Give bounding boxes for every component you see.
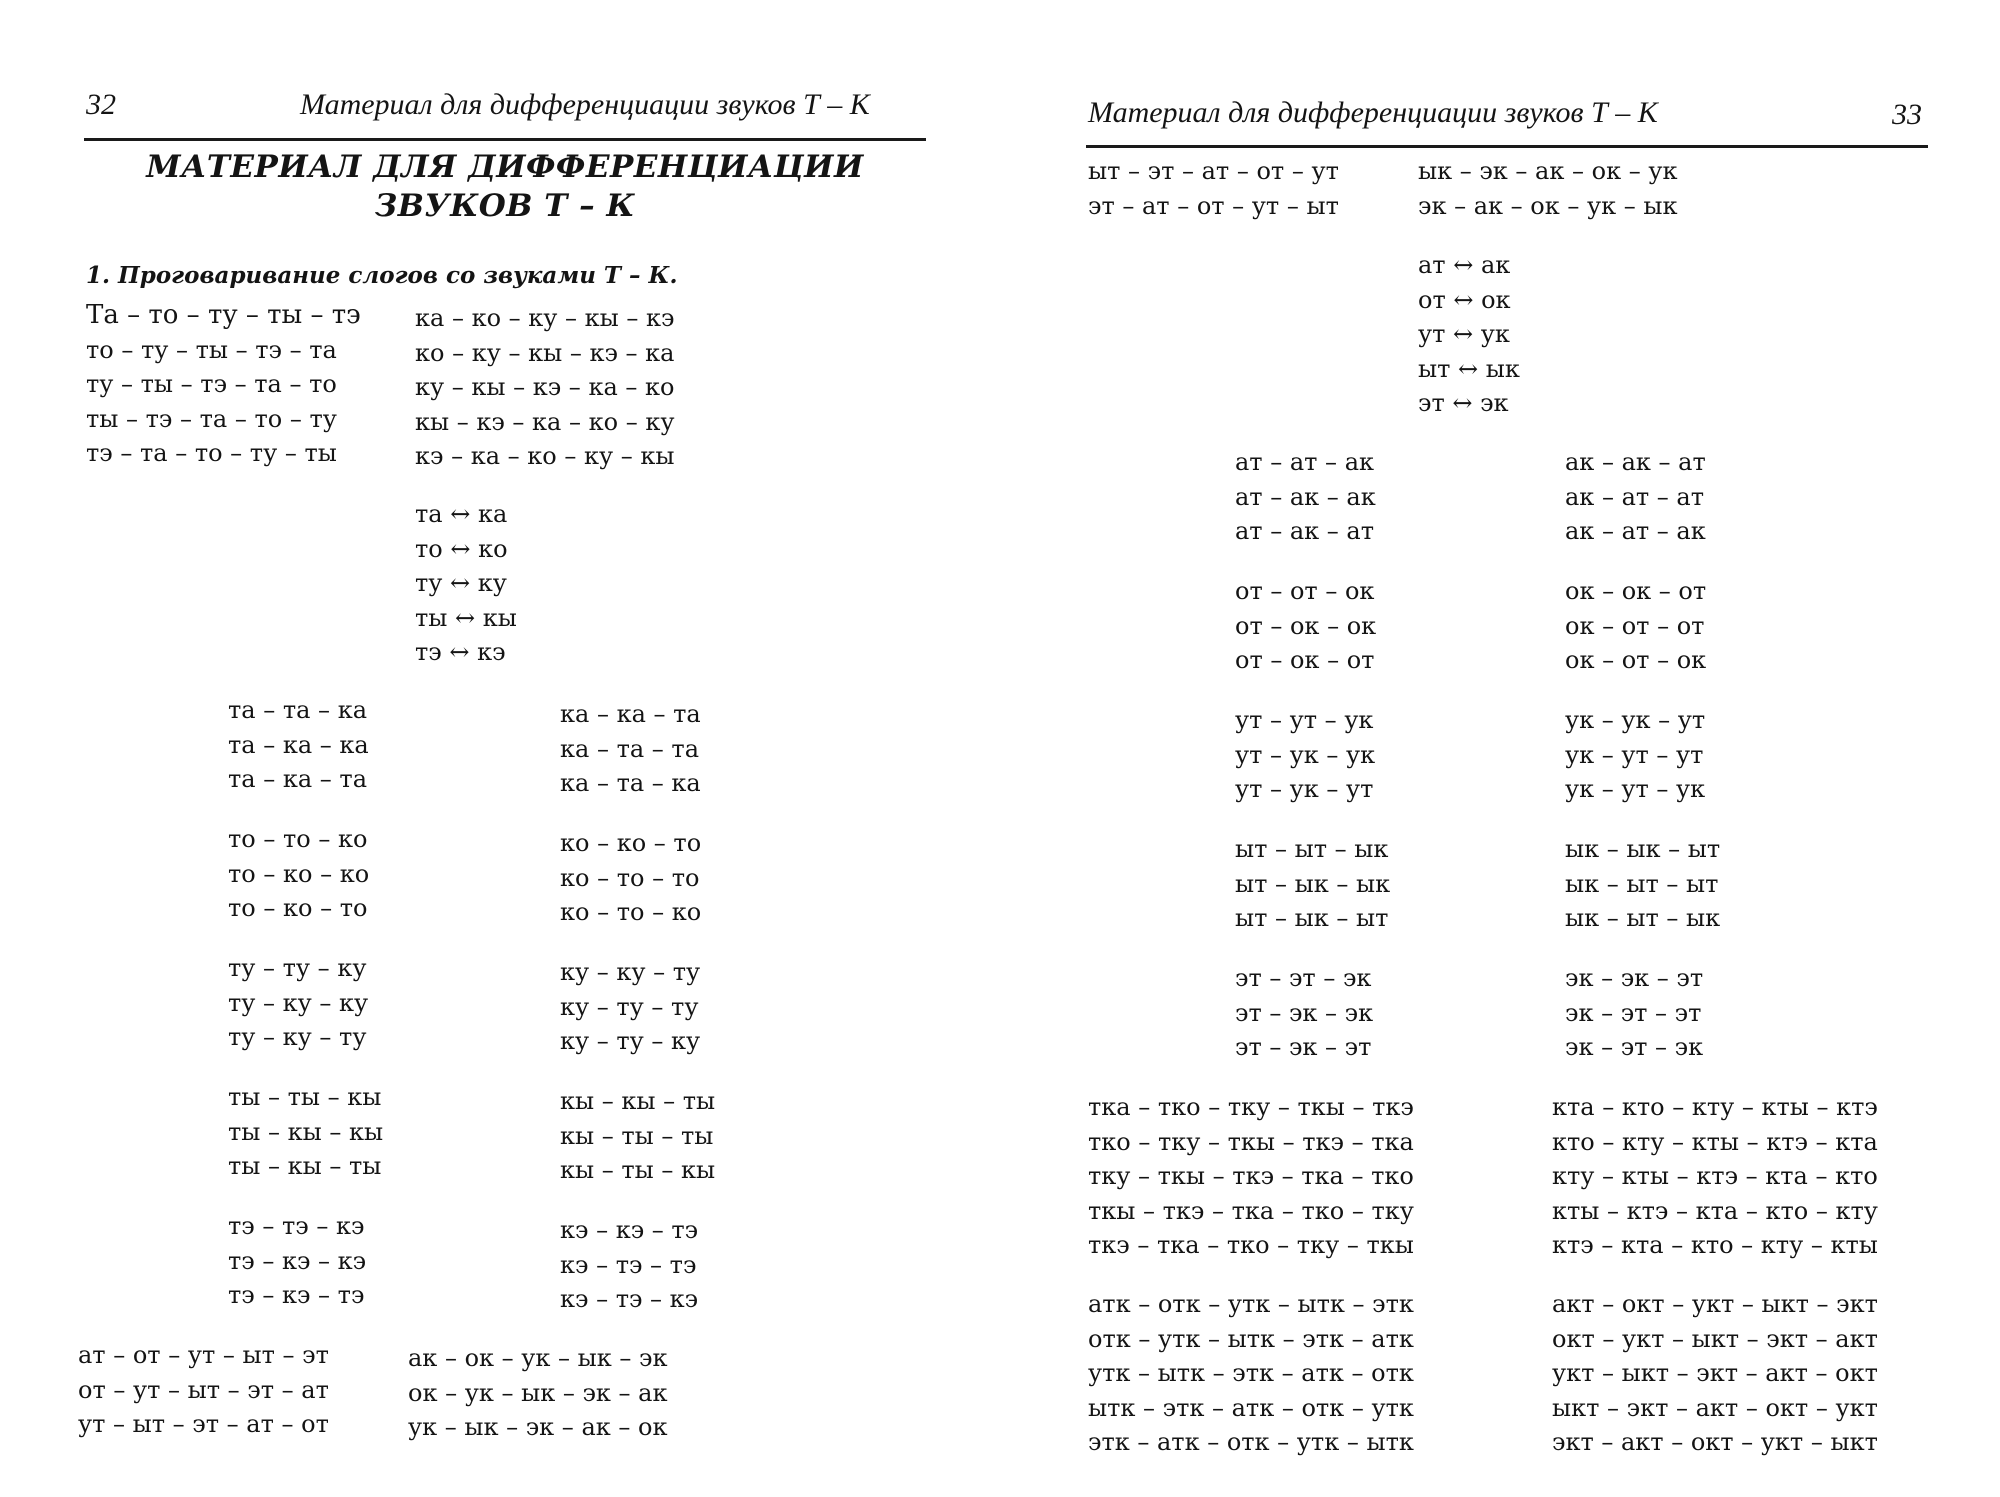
list-item: та – та – ка	[228, 696, 367, 724]
list-item: ат – ак – ак	[1235, 482, 1376, 511]
list-item: ок – ук – ык – эк – ак	[408, 1378, 668, 1407]
list-item: ты ↔ кы	[415, 603, 517, 632]
list-item: ак – ок – ук – ык – эк	[408, 1344, 668, 1372]
list-item: ты – ты – кы	[228, 1083, 382, 1111]
list-item: то – то – ко	[228, 825, 368, 853]
final-kt-column	[1552, 1287, 1878, 1460]
list-item: ык – эк – ак – ок – ук	[1418, 157, 1678, 185]
list-item: кто – кту – кты – ктэ – кта	[1552, 1127, 1878, 1156]
list-item: ыт – ыт – ык	[1235, 835, 1389, 863]
list-item: ук – ут – ут	[1565, 740, 1704, 769]
section-heading: 1. Проговаривание слогов со звуками Т – К.	[86, 262, 678, 289]
list-item: ка – та – та	[560, 734, 699, 763]
page-number: 32	[86, 88, 116, 121]
list-item: кты – ктэ – кта – кто – кту	[1552, 1196, 1878, 1225]
list-item: ту ↔ ку	[415, 569, 507, 597]
list-item: эк – эт – эт	[1565, 998, 1702, 1027]
list-item: тка – тко – тку – ткы – ткэ	[1088, 1093, 1414, 1121]
list-item: от – от – ок	[1235, 577, 1375, 605]
list-item: кы – кэ – ка – ко – ку	[415, 407, 675, 436]
list-item: то – ко – то	[228, 894, 368, 922]
list-item: укт – ыкт – экт – акт – окт	[1552, 1359, 1878, 1387]
list-item: ут – ук – ук	[1235, 740, 1376, 769]
triple-group-at	[1235, 445, 1376, 549]
list-item: кэ – ка – ко – ку – кы	[415, 442, 675, 470]
list-item: тку – ткы – ткэ – тка – тко	[1088, 1162, 1414, 1190]
triple-group-ok	[1565, 574, 1706, 678]
list-item: тэ – кэ – кэ	[228, 1246, 367, 1275]
list-item: от – ут – ыт – эт – ат	[78, 1375, 329, 1404]
title-line-2: ЗВУКОВ Т – К	[374, 188, 636, 224]
list-item: ак – ат – ат	[1565, 482, 1704, 511]
list-item: ку – кы – кэ – ка – ко	[415, 373, 675, 401]
header-rule	[1086, 145, 1928, 148]
list-item: отк – утк – ытк – этк – атк	[1088, 1324, 1414, 1353]
list-item: ат – от – ут – ыт – эт	[78, 1341, 329, 1369]
list-item: экт – акт – окт – укт – ыкт	[1552, 1428, 1878, 1456]
list-item: ат – ат – ак	[1235, 448, 1374, 476]
list-item: ты – кы – ты	[228, 1152, 382, 1180]
list-item: ык – ыт – ыт	[1565, 869, 1719, 898]
closed-syllables-k-column	[408, 1341, 667, 1445]
triple-group-ut	[1235, 703, 1375, 807]
list-item: тко – тку – ткы – ткэ – тка	[1088, 1127, 1414, 1156]
list-item: ку – ту – ку	[560, 1027, 701, 1055]
list-item: ык – ык – ыт	[1565, 835, 1721, 863]
triple-group-tu	[228, 951, 368, 1055]
list-item: тэ – та – то – ту – ты	[86, 439, 337, 467]
list-item: эт ↔ эк	[1418, 389, 1509, 417]
list-item: окт – укт – ыкт – экт – акт	[1552, 1324, 1878, 1353]
syllable-pairs-column	[1418, 248, 1520, 421]
list-item: Та – то – ту – ты – тэ	[86, 300, 361, 330]
header-rule	[84, 138, 926, 141]
triple-group-ak	[1565, 445, 1706, 549]
triple-group-ku	[560, 955, 700, 1059]
open-syllables-t-column	[86, 298, 361, 471]
list-item: ка – ко – ку – кы – кэ	[415, 304, 675, 332]
list-item: та ↔ ка	[415, 500, 508, 528]
list-item: тэ ↔ кэ	[415, 638, 506, 666]
list-item: ка – ка – та	[560, 700, 701, 728]
list-item: ткы – ткэ – тка – тко – тку	[1088, 1196, 1414, 1225]
list-item: кту – кты – ктэ – кта – кто	[1552, 1162, 1878, 1190]
list-item: ыт – ык – ыт	[1235, 904, 1389, 932]
list-item: ытк – этк – атк – отк – утк	[1088, 1393, 1414, 1422]
list-item: ук – ут – ук	[1565, 775, 1706, 803]
list-item: ак – ат – ак	[1565, 517, 1706, 545]
list-item: ко – то – то	[560, 863, 700, 892]
list-item: от ↔ ок	[1418, 285, 1511, 314]
list-item: ту – ку – ку	[228, 988, 369, 1017]
triple-group-uk	[1565, 703, 1705, 807]
list-item: ут – ыт – эт – ат – от	[78, 1410, 329, 1438]
list-item: этк – атк – отк – утк – ытк	[1088, 1428, 1414, 1456]
list-item: кта – кто – кту – кты – ктэ	[1552, 1093, 1878, 1121]
closed-syllables-t-column	[78, 1338, 329, 1442]
running-header: Материал для дифференциации звуков Т – К	[300, 88, 870, 121]
list-item: тэ – кэ – тэ	[228, 1281, 365, 1309]
list-item: эк – эт – эк	[1565, 1033, 1704, 1061]
list-item: акт – окт – укт – ыкт – экт	[1552, 1290, 1878, 1318]
list-item: ткэ – тка – тко – тку – ткы	[1088, 1231, 1414, 1259]
list-item: ук – ук – ут	[1565, 706, 1706, 734]
final-tk-column	[1088, 1287, 1414, 1460]
list-item: тэ – тэ – кэ	[228, 1212, 365, 1240]
triple-group-ko	[560, 826, 701, 930]
list-item: ку – ку – ту	[560, 958, 701, 986]
list-item: ту – ты – тэ – та – то	[86, 370, 337, 398]
list-item: эт – эк – эт	[1235, 1033, 1372, 1061]
cluster-tk-column	[1088, 1090, 1414, 1263]
list-item: ык – ыт – ык	[1565, 904, 1721, 932]
list-item: утк – ытк – этк – атк – отк	[1088, 1359, 1414, 1387]
list-item: от – ок – от	[1235, 646, 1375, 674]
list-item: ок – ок – от	[1565, 577, 1707, 605]
triple-group-yt	[1235, 832, 1390, 936]
page-number: 33	[1892, 98, 1922, 131]
list-item: ко – ко – то	[560, 829, 702, 857]
list-item: ут – ук – ут	[1235, 775, 1374, 803]
list-item: кы – кы – ты	[560, 1087, 716, 1115]
list-item: ту – ту – ку	[228, 954, 367, 982]
list-item: та – ка – та	[228, 765, 367, 793]
closed-syllables-t-column	[1088, 154, 1339, 223]
list-item: ты – тэ – та – то – ту	[86, 404, 337, 433]
triple-group-ta	[228, 693, 369, 797]
title-line-1: МАТЕРИАЛ ДЛЯ ДИФФЕРЕНЦИАЦИИ	[146, 149, 864, 185]
running-header: Материал для дифференциации звуков Т – К	[1088, 96, 1658, 129]
list-item: ыт – эт – ат – от – ут	[1088, 157, 1339, 185]
list-item: кы – ты – кы	[560, 1156, 716, 1184]
list-item: от – ок – ок	[1235, 611, 1377, 640]
list-item: ты – кы – кы	[228, 1117, 384, 1146]
list-item: эк – ак – ок – ук – ык	[1418, 191, 1678, 220]
triple-group-ky	[560, 1084, 715, 1188]
list-item: ат – ак – ат	[1235, 517, 1374, 545]
triple-group-ty	[228, 1080, 383, 1184]
list-item: ту – ку – ту	[228, 1023, 367, 1051]
list-item: ыт – ык – ык	[1235, 869, 1391, 898]
triple-group-to	[228, 822, 369, 926]
closed-syllables-k-column	[1418, 154, 1677, 223]
list-item: кэ – тэ – тэ	[560, 1250, 697, 1279]
list-item: кы – ты – ты	[560, 1121, 714, 1150]
list-item: ак – ак – ат	[1565, 448, 1706, 476]
list-item: ок – от – ок	[1565, 646, 1707, 674]
list-item: та – ка – ка	[228, 730, 369, 759]
list-item: то – ту – ты – тэ – та	[86, 335, 337, 364]
triple-group-te	[228, 1209, 366, 1313]
list-item: эт – эт – эк	[1235, 964, 1372, 992]
triple-group-ot	[1235, 574, 1376, 678]
list-item: ут ↔ ук	[1418, 320, 1510, 348]
open-syllables-k-column	[415, 301, 674, 474]
triple-group-et	[1235, 961, 1373, 1065]
list-item: ут – ут – ук	[1235, 706, 1374, 734]
triple-group-ka	[560, 697, 701, 801]
list-item: ат ↔ ак	[1418, 251, 1511, 279]
cluster-kt-column	[1552, 1090, 1878, 1263]
list-item: ку – ту – ту	[560, 992, 699, 1021]
list-item: эт – эк – эк	[1235, 998, 1374, 1027]
list-item: ка – та – ка	[560, 769, 701, 797]
triple-group-ke	[560, 1213, 698, 1317]
list-item: кэ – кэ – тэ	[560, 1216, 699, 1244]
syllable-pairs-column	[415, 497, 517, 670]
page-title	[84, 148, 926, 226]
list-item: эт – ат – от – ут – ыт	[1088, 191, 1339, 220]
triple-group-ek	[1565, 961, 1703, 1065]
list-item: ок – от – от	[1565, 611, 1705, 640]
list-item: то ↔ ко	[415, 534, 508, 563]
list-item: эк – эк – эт	[1565, 964, 1704, 992]
list-item: ук – ык – эк – ак – ок	[408, 1413, 668, 1441]
list-item: ко – то – ко	[560, 898, 702, 926]
list-item: атк – отк – утк – ытк – этк	[1088, 1290, 1414, 1318]
list-item: ктэ – кта – кто – кту – кты	[1552, 1231, 1878, 1259]
list-item: кэ – тэ – кэ	[560, 1285, 699, 1313]
list-item: ко – ку – кы – кэ – ка	[415, 338, 675, 367]
list-item: ыкт – экт – акт – окт – укт	[1552, 1393, 1878, 1422]
list-item: ыт ↔ ык	[1418, 354, 1520, 383]
list-item: то – ко – ко	[228, 859, 370, 888]
triple-group-yk	[1565, 832, 1720, 936]
